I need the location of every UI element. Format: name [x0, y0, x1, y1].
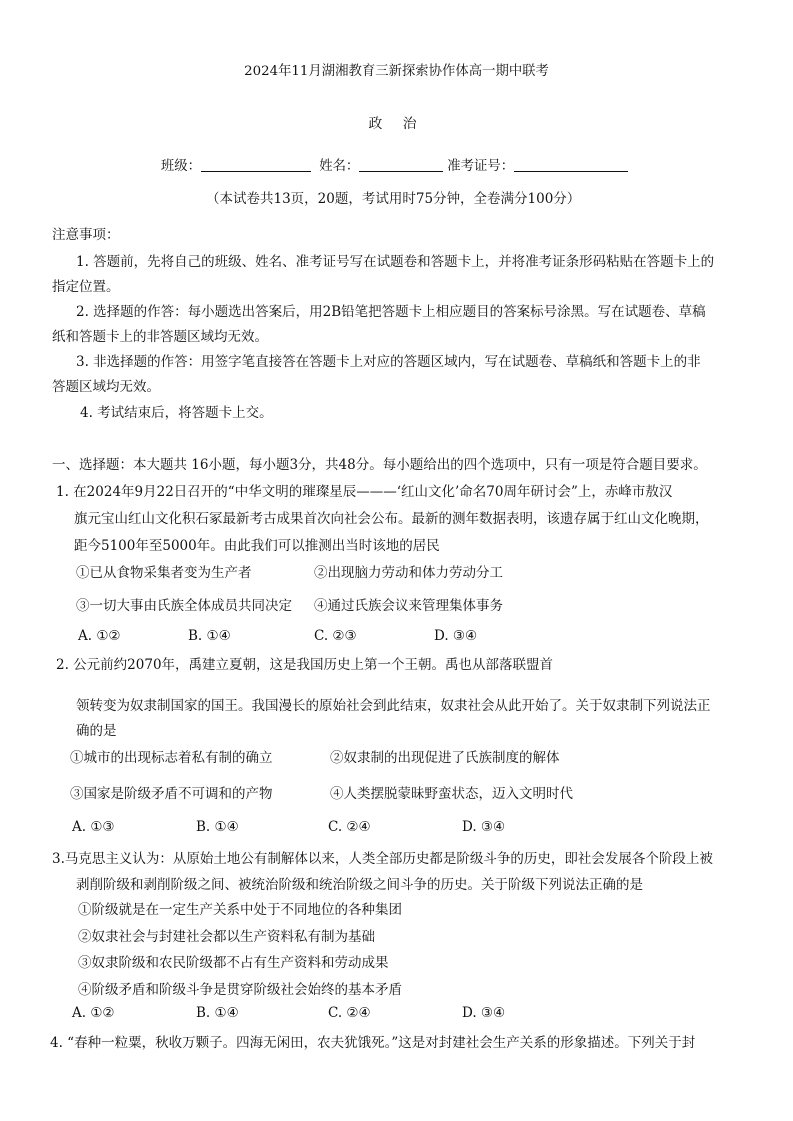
subject-title: 政 治 — [368, 116, 425, 132]
q2-statement-1: ①城市的出现标志着私有制的确立 — [70, 750, 273, 766]
q1-option-b: B. ①④ — [188, 628, 231, 644]
note-2-line1: 2. 选择题的作答：每小题选出答案后，用2B铅笔把答题卡上相应题目的答案标号涂黑。写在试题卷、草稿 — [76, 304, 706, 320]
q3-statement-1: ①阶级就是在一定生产关系中处于不同地位的各种集团 — [78, 902, 402, 918]
q2-stem-line2: 领转变为奴隶制国家的国王。我国漫长的原始社会到此结束，奴隶社会从此开始了。关于奴隶制下列说法正 — [76, 698, 711, 714]
q3-option-a: A. ①② — [72, 1005, 115, 1021]
q2-option-b: B. ①④ — [196, 819, 239, 835]
section-1-heading: 一、选择题：本大题共 16小题，每小题3分，共48分。每小题给出的四个选项中，只有一项是符合题目要求。 — [52, 457, 707, 473]
q2-option-a: A. ①③ — [72, 819, 115, 835]
class-blank — [201, 157, 311, 172]
name-label: 姓名： — [319, 159, 360, 174]
q4-stem-line1: 4. “春种一粒粟，秋收万颗子。四海无闲田，农夫犹饿死。”这是对封建社会生产关系的形象描述。下列关于封 — [50, 1035, 696, 1051]
q2-option-c: C. ②④ — [328, 819, 371, 835]
q2-stem-line1: 2. 公元前约2070年，禹建立夏朝，这是我国历史上第一个王朝。禹也从部落联盟首 — [56, 657, 554, 673]
q3-statement-4: ④阶级矛盾和阶级斗争是贯穿阶级社会始终的基本矛盾 — [78, 982, 402, 998]
note-2-line2: 纸和答题卡上的非答题区域均无效。 — [52, 329, 268, 345]
exam-id-blank — [514, 157, 628, 172]
q2-option-d: D. ③④ — [462, 819, 506, 835]
note-3-line2: 答题区域均无效。 — [52, 379, 160, 395]
q3-stem-line1: 3.马克思主义认为：从原始土地公有制解体以来，人类全部历史都是阶级斗争的历史，即社会发展各个阶段上被 — [52, 851, 713, 867]
exam-id-label: 准考证号： — [447, 159, 515, 174]
name-blank — [359, 157, 443, 172]
class-label: 班级： — [160, 159, 201, 174]
q3-option-b: B. ①④ — [196, 1005, 239, 1021]
q2-stem-line3: 确的是 — [76, 723, 117, 739]
q1-option-d: D. ③④ — [434, 628, 478, 644]
note-4: 4. 考试结束后，将答题卡上交。 — [80, 405, 273, 421]
q3-statement-2: ②奴隶社会与封建社会都以生产资料私有制为基础 — [78, 929, 375, 945]
notes-heading: 注意事项： — [52, 227, 120, 243]
student-info-fields — [0, 155, 793, 174]
q3-stem-line2: 剥削阶级和剥削阶级之间、被统治阶级和统治阶级之间斗争的历史。关于阶级下列说法正确的是 — [76, 877, 643, 893]
q3-option-d: D. ③④ — [462, 1005, 506, 1021]
q2-statement-4: ④人类摆脱蒙昧野蛮状态，迈入文明时代 — [330, 786, 573, 802]
q3-statement-3: ③奴隶阶级和农民阶级都不占有生产资料和劳动成果 — [78, 955, 389, 971]
note-1-line2: 指定位置。 — [52, 279, 120, 295]
q2-statement-2: ②奴隶制的出现促进了氏族制度的解体 — [330, 750, 560, 766]
exam-info: （本试卷共13页，20题，考试用时75分钟，全卷满分100分） — [206, 191, 581, 207]
q2-statement-3: ③国家是阶级矛盾不可调和的产物 — [70, 786, 273, 802]
q3-option-c: C. ②④ — [328, 1005, 371, 1021]
note-1-line1: 1. 答题前，先将自己的班级、姓名、准考证号写在试题卷和答题卡上，并将准考证条形码粘贴在答题卡上的 — [76, 254, 715, 270]
q1-statement-3: ③一切大事由氏族全体成员共同决定 — [76, 598, 292, 614]
q1-statement-4: ④通过氏族会议来管理集体事务 — [314, 598, 503, 614]
q1-stem-line3: 距今5100年至5000年。由此我们可以推测出当时该地的居民 — [74, 538, 440, 554]
q1-statement-2: ②出现脑力劳动和体力劳动分工 — [314, 565, 503, 581]
q1-option-c: C. ②③ — [314, 628, 357, 644]
q1-stem-line1: 1. 在2024年9月22日召开的“中华文明的璀璨星辰———‘红山文化’命名70周年研讨会”上，赤峰市敖汉 — [56, 484, 673, 500]
q1-option-a: A. ①② — [78, 628, 121, 644]
note-3-line1: 3. 非选择题的作答：用签字笔直接答在答题卡上对应的答题区域内，写在试题卷、草稿纸和答题卡上的非 — [76, 354, 701, 370]
q1-stem-line2: 旗元宝山红山文化积石冢最新考古成果首次向社会公布。最新的测年数据表明，该遗存属于红山文化晚期， — [74, 511, 709, 527]
q1-statement-1: ①已从食物采集者变为生产者 — [76, 565, 252, 581]
exam-title: 2024年11月湖湘教育三新探索协作体高一期中联考 — [244, 64, 549, 79]
